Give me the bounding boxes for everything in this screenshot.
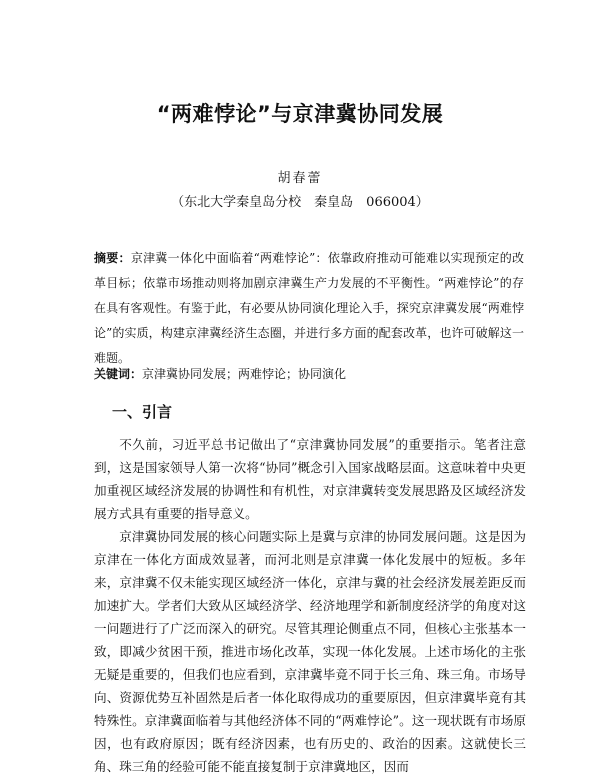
author-name: 胡春蕾 (277, 171, 323, 186)
section-heading: 一、引言 (112, 403, 173, 421)
abstract-text: 京津冀一体化中面临着“两难悖论”：依靠政府推动可能难以实现预定的改革目标；依靠市场推动则将加剧京津冀生产力发展的不平衡性。“两难悖论”的存在具有客观性。有鉴于此，有必要从协同演化理论入手，探究京津冀发展“两难悖论”的实质，构建京津冀经济生态圈，并进行多方面的配套改革，也许可破解这一难题。 (94, 251, 524, 365)
author-affiliation: （东北大学秦皇岛分校 秦皇岛 066004） (171, 195, 429, 210)
keywords-text: 京津冀协同发展；两难悖论；协同演化 (142, 367, 347, 381)
paper-title: “两难悖论”与京津冀协同发展 (156, 102, 444, 126)
abstract (94, 246, 524, 371)
keywords (94, 364, 524, 384)
body-paragraph: 京津冀协同发展的核心问题实际上是冀与京津的协同发展问题。这是因为京津在一体化方面成效显著，而河北则是京津冀一体化发展中的短板。多年来，京津冀不仅未能实现区域经济一体化，京津与冀的社会经济发展差距反而加速扩大。学者们大致从区域经济学、经济地理学和新制度经济学的角度对这一问题进行了广泛而深入的研究。尽管其理论侧重点不同，但核心主张基本一致，即减少贫困干预，推进市场化改革，实现一体化发展。上述市场化的主张无疑是重要的，但我们也应看到，京津冀毕竟不同于长三角、珠三角。市场导向、资源优势互补固然是后者一体化取得成功的重要原因，但京津冀毕竟有其特殊性。京津冀面临着与其他经济体不同的“两难悖论”。这一现状既有市场原因，也有政府原因；既有经济因素，也有历史的、政治的因素。这就使长三角、珠三角的经验可能不能直接复制于京津冀地区，因而 (94, 529, 526, 774)
keywords-label: 关键词： (94, 367, 143, 381)
abstract-label: 摘要： (94, 251, 131, 265)
body-paragraph: 不久前，习近平总书记做出了“京津冀协同发展”的重要指示。笔者注意到，这是国家领导人第一次将“协同”概念引入国家战略层面。这意味着中央更加重视区域经济发展的协调性和有机性，对京津冀转变发展思路及区域经济发展方式具有重要的指导意义。 (94, 437, 526, 521)
